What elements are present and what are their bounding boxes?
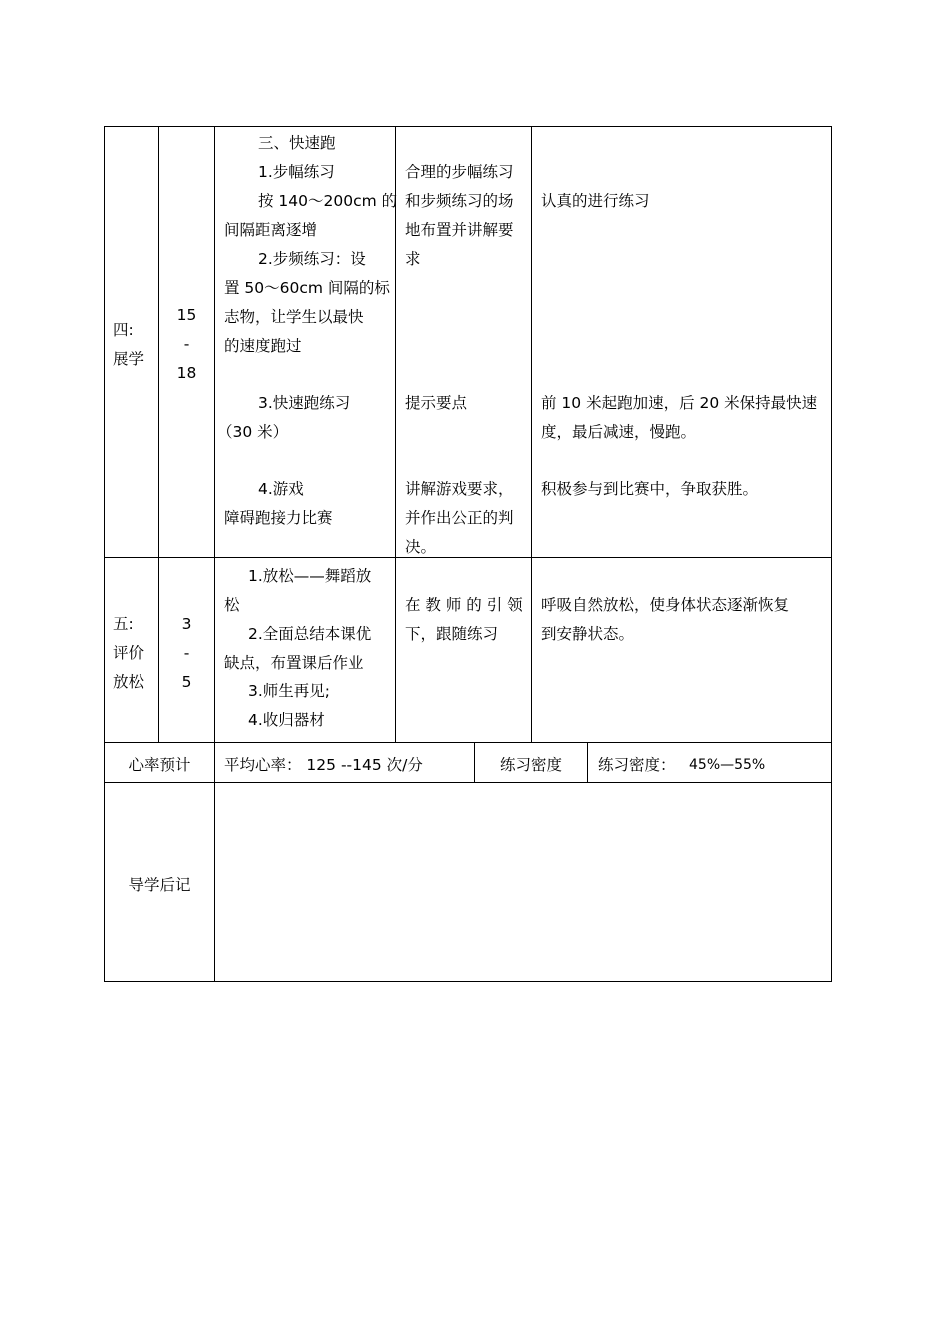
row4-teacher-a-line1: 合理的步幅练习 [405,163,514,181]
row4-item1-line2: 间隔距离逐增 [224,221,318,239]
col-divider-teacher [531,126,532,742]
row5-student-line1: 呼吸自然放松，使身体状态逐渐恢复 [541,596,790,614]
row5-content-line5: 3.师生再见; [248,682,331,700]
row4-teacher-a-line3: 地布置并讲解要 [405,221,514,239]
row4-teacher-b: 提示要点 [405,394,468,412]
row5-time-start: 3 [181,615,192,633]
row4-item4-line1: 4.游戏 [258,480,304,498]
row4-item3-line2: （30 米） [217,423,289,441]
row4-item4-line2: 障碍跑接力比赛 [224,509,333,527]
row4-teacher-c-line3: 决。 [405,538,437,556]
row5-stage-line2: 评价 [113,644,145,662]
row4-item3-line1: 3.快速跑练习 [258,394,351,412]
practice-density-value: 45%—55% [689,757,766,773]
row4-stage-line2: 展学 [113,350,145,368]
row5-student-line2: 到安静状态。 [541,625,635,643]
row5-content-line3: 2.全面总结本课优 [248,625,372,643]
row4-time-end: 18 [176,364,197,382]
row4-stage-line1: 四: [113,321,134,339]
row4-item2-line1: 2.步频练习：设 [258,250,366,268]
row4-student-b-line1: 前 10 米起跑加速，后 20 米保持最快速 [541,394,818,412]
row5-teacher-line1: 在 教 师 的 引 领 [405,596,523,614]
row5-stage-line1: 五: [113,615,134,633]
row5-content-line4: 缺点，布置课后作业 [224,654,364,672]
heart-rate-label: 心率预计 [128,756,191,774]
practice-density-label: 练习密度 [499,756,562,774]
row4-item1-line1: 按 140～200cm 的 [258,192,398,210]
table-border-left [104,126,105,982]
col-divider-content [395,126,396,742]
table-border-right [831,126,832,982]
row5-content-line2: 松 [224,596,240,614]
row4-item2-line2: 置 50～60cm 间隔的标 [224,279,390,297]
row4-teacher-a-line2: 和步频练习的场 [405,192,514,210]
row4-item2-line3: 志物，让学生以最快 [224,308,364,326]
notes-label: 导学后记 [128,876,191,894]
row4-time-sep: - [183,335,190,353]
col-divider-heart-2 [587,742,588,782]
row4-item2-line4: 的速度跑过 [224,337,302,355]
row4-time-start: 15 [176,306,197,324]
row5-content-line1: 1.放松——舞蹈放 [248,567,372,585]
row4-student-a: 认真的进行练习 [541,192,650,210]
row5-teacher-line2: 下，跟随练习 [405,625,499,643]
row4-teacher-a-line4: 求 [405,250,421,268]
row5-time-end: 5 [181,673,192,691]
row4-student-b-line2: 度，最后减速，慢跑。 [541,423,697,441]
row5-content-line6: 4.收归器材 [248,711,325,729]
notes-content-area [215,783,831,981]
row4-teacher-c-line2: 并作出公正的判 [405,509,514,527]
row5-stage-line3: 放松 [113,673,145,691]
row5-time-sep: - [183,644,190,662]
row4-teacher-c-line1: 讲解游戏要求， [405,480,514,498]
row4-content-heading: 三、快速跑 [258,134,336,152]
practice-density-value-label: 练习密度： [598,756,676,774]
heart-rate-average: 平均心率： 125 --145 次/分 [224,756,423,774]
row4-item1-title: 1.步幅练习 [258,163,335,181]
row4-student-c: 积极参与到比赛中，争取获胜。 [541,480,759,498]
